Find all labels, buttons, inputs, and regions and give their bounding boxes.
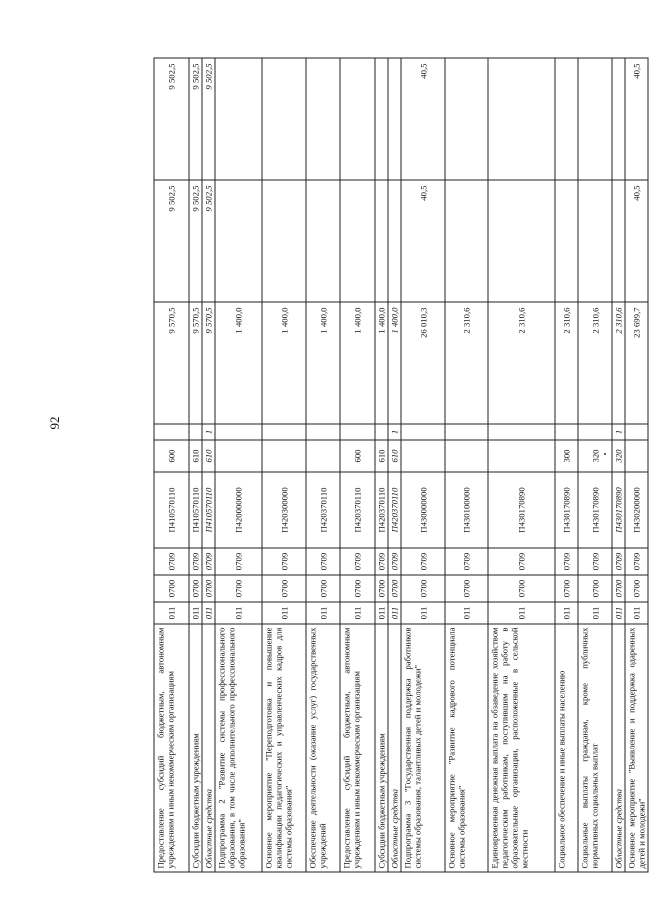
cell-csr: П430170890 (612, 472, 625, 548)
cell-subsection: 0709 (262, 548, 306, 575)
cell-value-1: 1 400,0 (215, 302, 262, 424)
cell-value-1: 1 400,0 (340, 302, 375, 424)
cell-vr (306, 440, 340, 472)
cell-value-2 (388, 180, 401, 302)
cell-value-1: 1 400,0 (388, 302, 401, 424)
cell-vr (215, 440, 262, 472)
cell-flag (488, 424, 555, 440)
cell-grbs: 011 (154, 602, 189, 624)
cell-subsection: 0709 (202, 548, 215, 575)
cell-flag (375, 424, 388, 440)
cell-value-1: 9 570,5 (202, 302, 215, 424)
cell-value-2 (340, 180, 375, 302)
cell-section: 0700 (215, 575, 262, 602)
table-row (555, 58, 578, 872)
cell-section: 0700 (388, 575, 401, 602)
cell-value-3 (488, 58, 555, 180)
cell-subsection: 0709 (306, 548, 340, 575)
cell-flag (306, 424, 340, 440)
cell-grbs: 011 (555, 602, 578, 624)
cell-vr (262, 440, 306, 472)
table-row (262, 58, 306, 872)
cell-subsection: 0709 (189, 548, 202, 575)
cell-value-2 (215, 180, 262, 302)
cell-value-1: 23 699,7 (625, 302, 648, 424)
cell-value-1: 9 570,5 (154, 302, 189, 424)
cell-vr: 610 (202, 440, 215, 472)
cell-value-3 (578, 58, 612, 180)
cell-section: 0700 (262, 575, 306, 602)
cell-subsection: 0709 (612, 548, 625, 575)
cell-name: Социальное обеспечение и иные выплаты населению (555, 624, 578, 872)
cell-subsection: 0709 (578, 548, 612, 575)
cell-subsection: 0709 (215, 548, 262, 575)
cell-grbs: 011 (375, 602, 388, 624)
cell-value-3 (262, 58, 306, 180)
cell-flag (154, 424, 189, 440)
cell-value-3: 9 502,5 (154, 58, 189, 180)
cell-name: Областные средства (612, 624, 625, 872)
cell-csr: П430000000 (401, 472, 445, 548)
cell-csr: П430170890 (488, 472, 555, 548)
cell-grbs: 011 (401, 602, 445, 624)
cell-vr: 320 (612, 440, 625, 472)
cell-section: 0700 (555, 575, 578, 602)
cell-section: 0700 (189, 575, 202, 602)
cell-name: Обеспечение деятельности (оказание услуг) государственных учреждений (306, 624, 340, 872)
cell-csr: П430170890 (555, 472, 578, 548)
table-row (306, 58, 340, 872)
cell-grbs: 011 (445, 602, 488, 624)
cell-value-1: 26 010,3 (401, 302, 445, 424)
cell-name: Предоставление субсидий бюджетным, автономным учреждениям и иным некоммерческим организациям (154, 624, 189, 872)
table-row (445, 58, 488, 872)
cell-name: Областные средства (388, 624, 401, 872)
table-row (612, 58, 625, 872)
cell-section: 0700 (488, 575, 555, 602)
cell-grbs: 011 (189, 602, 202, 624)
table-row (388, 58, 401, 872)
cell-vr: 610 (375, 440, 388, 472)
cell-flag (401, 424, 445, 440)
cell-value-1: 2 310,6 (555, 302, 578, 424)
cell-value-3 (375, 58, 388, 180)
rotated-table-wrapper (154, 59, 669, 873)
cell-vr: 610 (388, 440, 401, 472)
cell-grbs: 011 (340, 602, 375, 624)
cell-vr (445, 440, 488, 472)
cell-value-3: 40,5 (625, 58, 648, 180)
cell-section: 0700 (340, 575, 375, 602)
cell-value-2 (262, 180, 306, 302)
cell-value-2 (612, 180, 625, 302)
cell-grbs: 011 (488, 602, 555, 624)
cell-flag (445, 424, 488, 440)
cell-value-3 (445, 58, 488, 180)
cell-section: 0700 (445, 575, 488, 602)
table-row (202, 58, 215, 872)
cell-value-2 (445, 180, 488, 302)
cell-value-3 (215, 58, 262, 180)
cell-csr: П410570110 (154, 472, 189, 548)
table-row (625, 58, 648, 872)
cell-section: 0700 (578, 575, 612, 602)
cell-value-3: 9 502,5 (189, 58, 202, 180)
table-row (401, 58, 445, 872)
cell-grbs: 011 (578, 602, 612, 624)
cell-section: 0700 (306, 575, 340, 602)
table-row (215, 58, 262, 872)
cell-vr: 610 (189, 440, 202, 472)
cell-vr: 600 (154, 440, 189, 472)
table-row (578, 58, 612, 872)
cell-value-2 (306, 180, 340, 302)
cell-grbs: 011 (388, 602, 401, 624)
cell-section: 0700 (612, 575, 625, 602)
cell-subsection: 0709 (401, 548, 445, 575)
cell-value-2: 40,5 (625, 180, 648, 302)
cell-flag (215, 424, 262, 440)
cell-value-2 (488, 180, 555, 302)
table-row (154, 58, 189, 872)
cell-csr: П420370110 (306, 472, 340, 548)
cell-value-3 (555, 58, 578, 180)
cell-subsection: 0709 (154, 548, 189, 575)
cell-value-1: 2 310,6 (612, 302, 625, 424)
cell-csr: П420370110 (340, 472, 375, 548)
cell-csr: П420300000 (262, 472, 306, 548)
cell-value-3 (340, 58, 375, 180)
cell-subsection: 0709 (488, 548, 555, 575)
cell-section: 0700 (154, 575, 189, 602)
cell-name: Единовременная денежная выплата на обзаведение хозяйством педагогическим работникам, поступившим на работу в образовательные организации, расположенные в сельской местности (488, 624, 555, 872)
cell-csr: П420370110 (375, 472, 388, 548)
cell-csr: П430170890 (578, 472, 612, 548)
cell-grbs: 011 (262, 602, 306, 624)
cell-csr: П410570110 (202, 472, 215, 548)
cell-flag (555, 424, 578, 440)
cell-vr (625, 440, 648, 472)
cell-value-1: 9 570,5 (189, 302, 202, 424)
cell-grbs: 011 (625, 602, 648, 624)
cell-flag (625, 424, 648, 440)
page-number: 92 (47, 416, 62, 430)
cell-flag: 1 (202, 424, 215, 440)
cell-flag (340, 424, 375, 440)
cell-value-3 (612, 58, 625, 180)
table-row (488, 58, 555, 872)
cell-subsection: 0709 (340, 548, 375, 575)
cell-value-2: 9 502,5 (154, 180, 189, 302)
cell-value-2: 9 502,5 (202, 180, 215, 302)
cell-name: Субсидии бюджетным учреждениям (375, 624, 388, 872)
cell-name: Субсидии бюджетным учреждениям (189, 624, 202, 872)
cell-flag (189, 424, 202, 440)
cell-value-3: 9 502,5 (202, 58, 215, 180)
cell-name: Основное мероприятие "Выявление и поддержка одаренных детей и молодежи" (625, 624, 648, 872)
cell-value-2: 9 502,5 (189, 180, 202, 302)
cell-subsection: 0709 (388, 548, 401, 575)
table-row (340, 58, 375, 872)
cell-csr: П410570110 (189, 472, 202, 548)
table-body (154, 58, 648, 872)
cell-subsection: 0709 (375, 548, 388, 575)
cell-value-2: 40,5 (401, 180, 445, 302)
cell-csr: П420000000 (215, 472, 262, 548)
cell-grbs: 011 (612, 602, 625, 624)
cell-value-1: 1 400,0 (375, 302, 388, 424)
cell-vr (401, 440, 445, 472)
cell-value-1: 1 400,0 (262, 302, 306, 424)
cell-subsection: 0709 (555, 548, 578, 575)
cell-csr: П420370110 (388, 472, 401, 548)
cell-value-1: 2 310,6 (488, 302, 555, 424)
cell-subsection: 0709 (445, 548, 488, 575)
cell-name: Подпрограмма 3 "Государственная поддержка работников системы образования, талантливых детей и молодежи" (401, 624, 445, 872)
cell-value-3 (306, 58, 340, 180)
cell-name: Социальные выплаты гражданам, кроме публичных нормативных социальных выплат (578, 624, 612, 872)
cell-name: Основное мероприятие "Переподготовка и повышение квалификации педагогических и управленческих кадров для системы образования" (262, 624, 306, 872)
table-row (189, 58, 202, 872)
table-row (375, 58, 388, 872)
budget-table (154, 58, 649, 873)
cell-grbs: 011 (306, 602, 340, 624)
cell-value-3: 40,5 (401, 58, 445, 180)
cell-flag: 1 (388, 424, 401, 440)
cell-name: Областные средства (202, 624, 215, 872)
cell-value-1: 2 310,6 (445, 302, 488, 424)
cell-vr (488, 440, 555, 472)
cell-value-1: 1 400,0 (306, 302, 340, 424)
cell-name: Подпрограмма 2 "Развитие системы профессионального образования, в том числе дополнительного профессионального образования" (215, 624, 262, 872)
cell-section: 0700 (202, 575, 215, 602)
cell-grbs: 011 (202, 602, 215, 624)
cell-name: Предоставление субсидий бюджетным, автономным учреждениям и иным некоммерческим организациям (340, 624, 375, 872)
cell-vr: 600 (340, 440, 375, 472)
cell-value-1: 2 310,6 (578, 302, 612, 424)
cell-grbs: 011 (215, 602, 262, 624)
cell-flag: 1 (612, 424, 625, 440)
cell-section: 0700 (375, 575, 388, 602)
cell-vr: 300 (555, 440, 578, 472)
cell-value-2 (578, 180, 612, 302)
cell-value-2 (555, 180, 578, 302)
cell-subsection: 0709 (625, 548, 648, 575)
cell-flag (578, 424, 612, 440)
cell-flag (262, 424, 306, 440)
cell-vr: 320 (578, 440, 612, 472)
cell-csr: П430200000 (625, 472, 648, 548)
cell-value-3 (388, 58, 401, 180)
cell-section: 0700 (401, 575, 445, 602)
cell-value-2 (375, 180, 388, 302)
cell-section: 0700 (625, 575, 648, 602)
cell-name: Основное мероприятие "Развитие кадрового потенциала системы образования" (445, 624, 488, 872)
cell-csr: П430100000 (445, 472, 488, 548)
